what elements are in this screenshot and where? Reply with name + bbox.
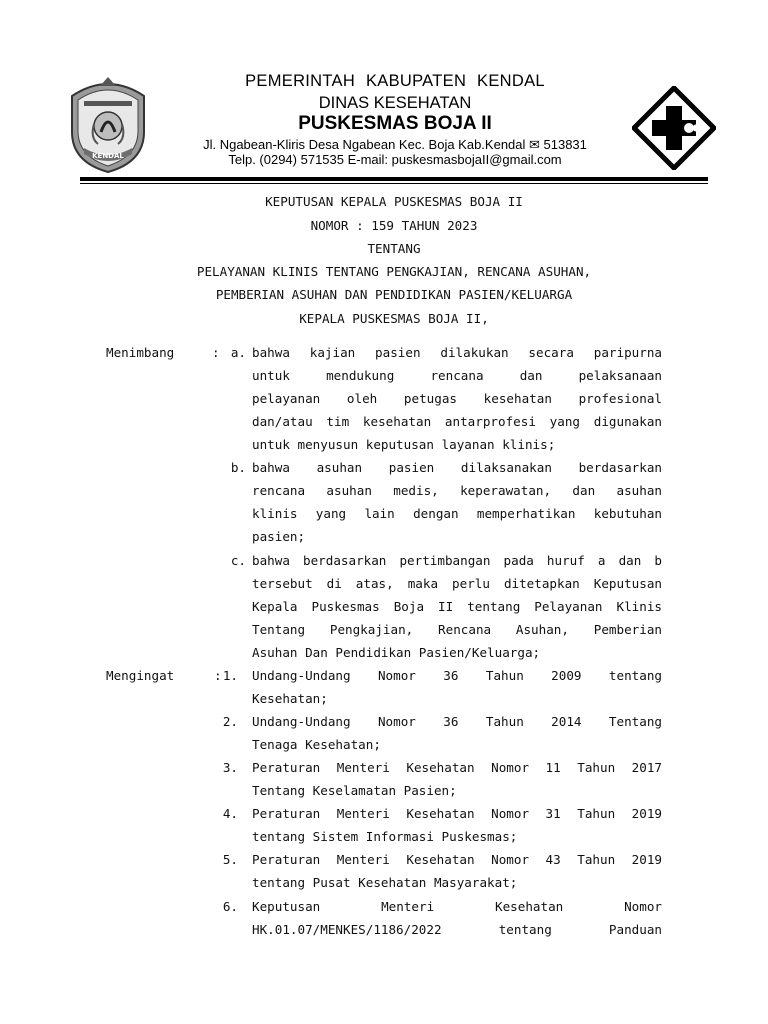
section-colon: : xyxy=(214,668,222,683)
list-marker: 1. xyxy=(222,668,238,683)
list-item-line: untuk mendukung rencana dan pelaksanaan xyxy=(252,368,662,383)
section-label-mengingat: Mengingat xyxy=(106,668,175,683)
list-item-line: untuk menyusun keputusan layanan klinis; xyxy=(252,437,556,452)
list-item-line: bahwa berdasarkan pertimbangan pada huruf a dan b xyxy=(252,553,662,568)
list-item-line: Kesehatan; xyxy=(252,691,328,706)
list-item-line: tentang Pusat Kesehatan Masyarakat; xyxy=(252,875,518,890)
list-item-line: Tentang Keselamatan Pasien; xyxy=(252,783,457,798)
list-item-line: Asuhan Dan Pendidikan Pasien/Keluarga; xyxy=(252,645,541,660)
list-item-line: bahwa asuhan pasien dilaksanakan berdasarkan xyxy=(252,460,662,475)
list-item-line: tentang Sistem Informasi Puskesmas; xyxy=(252,829,518,844)
list-item-line: Keputusan Menteri Kesehatan Nomor xyxy=(252,899,662,914)
section-label-menimbang: Menimbang xyxy=(106,345,175,360)
letterhead-contact: Telp. (0294) 571535 E-mail: puskesmasbojaII@gmail.com xyxy=(228,152,562,167)
letterhead-divider-thin xyxy=(80,183,708,184)
puskesmas-cross-logo-icon xyxy=(632,86,716,170)
list-item-line: pasien; xyxy=(252,529,306,544)
list-item-line: Undang-Undang Nomor 36 Tahun 2014 Tentang xyxy=(252,714,662,729)
letterhead-department: DINAS KESEHATAN xyxy=(318,94,472,112)
list-item-line: tersebut di atas, maka perlu ditetapkan Keputusan xyxy=(252,576,662,591)
list-item-line: rencana asuhan medis, keperawatan, dan asuhan xyxy=(252,483,662,498)
letterhead-institution: PUSKESMAS BOJA II xyxy=(298,113,492,134)
list-item-line: Kepala Puskesmas Boja II tentang Pelayanan Klinis xyxy=(252,599,662,614)
list-item-line: bahwa kajian pasien dilakukan secara paripurna xyxy=(252,345,662,360)
seal-text: KENDAL xyxy=(92,152,124,160)
list-item-line: Tentang Pengkajian, Rencana Asuhan, Pemberian xyxy=(252,622,662,637)
list-marker: b. xyxy=(230,460,246,475)
list-item-line: Undang-Undang Nomor 36 Tahun 2009 tentang xyxy=(252,668,662,683)
section-colon: : xyxy=(212,345,220,360)
letterhead-address: Jl. Ngabean-Kliris Desa Ngabean Kec. Boja Kab.Kendal ✉ 513831 xyxy=(203,137,587,152)
decree-subject-line-2: PEMBERIAN ASUHAN DAN PENDIDIKAN PASIEN/KELUARGA xyxy=(215,287,573,302)
list-item-line: Tenaga Kesehatan; xyxy=(252,737,381,752)
letterhead xyxy=(0,0,768,190)
letterhead-divider-thick xyxy=(80,177,708,181)
decree-subject-line-1: PELAYANAN KLINIS TENTANG PENGKAJIAN, RENCANA ASUHAN, xyxy=(196,264,592,279)
list-marker: 4. xyxy=(222,806,238,821)
list-item-line: pelayanan oleh petugas kesehatan profesional xyxy=(252,391,662,406)
list-marker: a. xyxy=(230,345,246,360)
list-marker: 2. xyxy=(222,714,238,729)
decree-about: TENTANG xyxy=(367,241,421,256)
decree-number: NOMOR : 159 TAHUN 2023 xyxy=(310,218,478,233)
list-item-line: klinis yang lain dengan memperhatikan kebutuhan xyxy=(252,506,662,521)
list-item-line: Peraturan Menteri Kesehatan Nomor 43 Tahun 2019 xyxy=(252,852,662,867)
list-marker: 6. xyxy=(222,899,238,914)
list-marker: 5. xyxy=(222,852,238,867)
list-item-line: HK.01.07/MENKES/1186/2022 tentang Panduan xyxy=(252,922,662,937)
kendal-regency-seal-icon xyxy=(64,74,152,174)
list-item-line: Peraturan Menteri Kesehatan Nomor 11 Tahun 2017 xyxy=(252,760,662,775)
decree-title: KEPUTUSAN KEPALA PUSKESMAS BOJA II xyxy=(265,194,523,209)
list-item-line: dan/atau tim kesehatan antarprofesi yang digunakan xyxy=(252,414,662,429)
letterhead-government: PEMERINTAH KABUPATEN KENDAL xyxy=(245,72,545,90)
list-marker: c. xyxy=(230,553,246,568)
list-item-line: Peraturan Menteri Kesehatan Nomor 31 Tahun 2019 xyxy=(252,806,662,821)
decree-issuer: KEPALA PUSKESMAS BOJA II, xyxy=(299,311,489,326)
list-marker: 3. xyxy=(222,760,238,775)
